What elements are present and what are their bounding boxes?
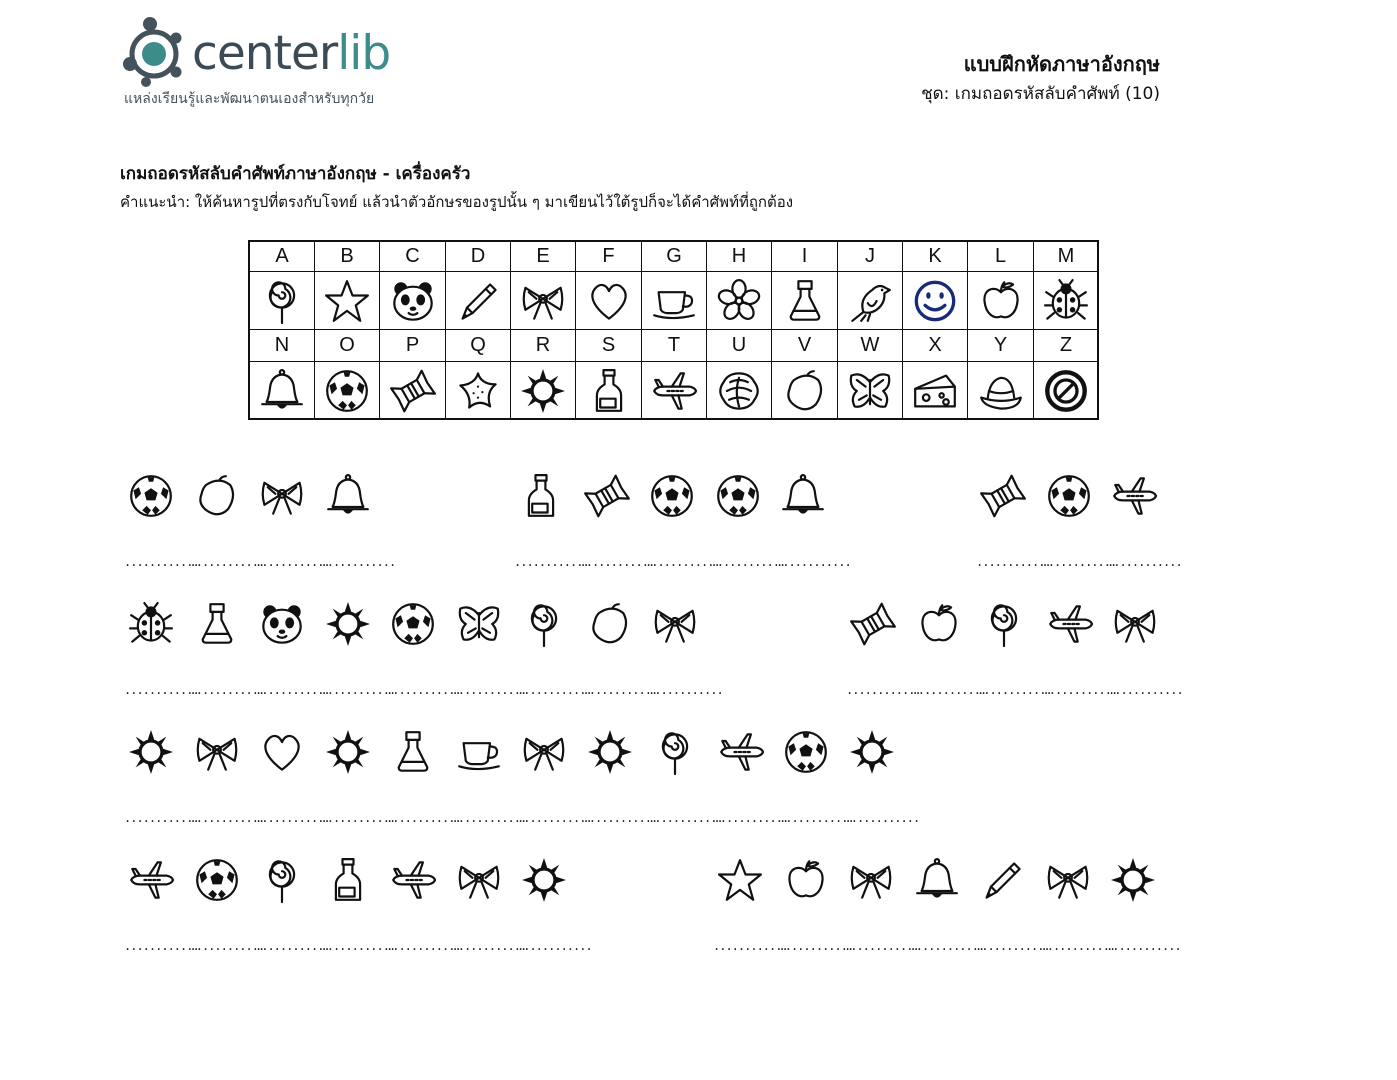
bow-icon bbox=[448, 850, 510, 910]
answer-blank[interactable]: ............ bbox=[1107, 555, 1182, 569]
answer-blank[interactable]: ............ bbox=[844, 939, 919, 953]
bow-icon bbox=[1037, 850, 1099, 910]
ladybug-icon bbox=[120, 594, 182, 654]
hat-icon bbox=[968, 362, 1034, 420]
key-letter-f bbox=[576, 242, 642, 272]
answer-blank[interactable]: ............ bbox=[255, 555, 330, 569]
answer-blank[interactable]: ............ bbox=[648, 811, 723, 825]
soccer-ball-icon bbox=[315, 362, 380, 420]
star-icon bbox=[709, 850, 771, 910]
butterfly-icon bbox=[838, 362, 903, 420]
airplane-icon bbox=[1039, 594, 1101, 654]
key-letter-label: S bbox=[601, 334, 616, 356]
key-letter-v bbox=[772, 330, 838, 362]
logo-molecule-icon bbox=[120, 16, 190, 88]
key-letter-h bbox=[707, 242, 772, 272]
smiley-icon bbox=[903, 272, 968, 330]
answer-blank[interactable]: ............ bbox=[713, 811, 789, 825]
apple-icon bbox=[908, 594, 970, 654]
apple-icon bbox=[968, 272, 1034, 330]
key-letter-j bbox=[838, 242, 903, 272]
cheese-icon bbox=[903, 362, 968, 420]
key-letter-label: T bbox=[667, 334, 681, 356]
worksheet-instruction: คำแนะนำ: ให้ค้นหารูปที่ตรงกับโจทย์ แล้วนำตัวอักษรของรูปนั้น ๆ มาเขียนไว้ใต้รูปก็จะได้คำศัพท์ที่ถูกต้อง bbox=[120, 193, 794, 211]
key-letter-label: O bbox=[339, 334, 355, 356]
cup-icon bbox=[448, 722, 510, 782]
sun-icon bbox=[317, 594, 379, 654]
worksheet-title: เกมถอดรหัสลับคำศัพท์ภาษาอังกฤษ - เครื่องครัว bbox=[120, 164, 471, 184]
answer-blank[interactable]: ............ bbox=[451, 939, 527, 953]
candy-icon bbox=[380, 362, 446, 420]
answer-blank[interactable]: ............ bbox=[645, 555, 720, 569]
sun-icon bbox=[317, 722, 379, 782]
bow-icon bbox=[1104, 594, 1166, 654]
key-letter-label: P bbox=[405, 334, 420, 356]
airplane-icon bbox=[1103, 466, 1165, 526]
sun-icon bbox=[511, 362, 576, 420]
answer-blank[interactable]: ............ bbox=[844, 811, 920, 825]
soccer-ball-icon bbox=[120, 466, 182, 526]
cabbage-icon bbox=[707, 362, 772, 420]
answer-blank[interactable]: ............ bbox=[451, 811, 527, 825]
pencil-icon bbox=[971, 850, 1033, 910]
logo-tagline: แหล่งเรียนรู้และพัฒนาตนเองสำหรับทุกวัย bbox=[124, 91, 375, 107]
key-letter-x bbox=[903, 330, 968, 362]
bow-icon bbox=[513, 722, 575, 782]
candy-icon bbox=[842, 594, 904, 654]
flask-icon bbox=[772, 272, 838, 330]
key-letter-label: J bbox=[865, 245, 875, 267]
bow-icon bbox=[251, 466, 313, 526]
answer-blank[interactable]: ............ bbox=[255, 939, 330, 953]
key-letter-label: D bbox=[470, 245, 486, 267]
lollipop-icon bbox=[250, 272, 315, 330]
pencil-icon bbox=[446, 272, 511, 330]
butterfly-icon bbox=[448, 594, 510, 654]
key-letter-m bbox=[1034, 242, 1099, 272]
lollipop-icon bbox=[251, 850, 313, 910]
answer-blank[interactable]: ............ bbox=[320, 683, 396, 697]
panda-icon bbox=[251, 594, 313, 654]
key-letter-k bbox=[903, 242, 968, 272]
key-letter-label: M bbox=[1057, 245, 1075, 267]
bottle-icon bbox=[317, 850, 379, 910]
answer-blank[interactable]: ............ bbox=[189, 939, 265, 953]
answer-blank[interactable]: ............ bbox=[124, 683, 199, 697]
sun-icon bbox=[120, 722, 182, 782]
answer-blank[interactable]: ............ bbox=[255, 811, 330, 825]
sun-icon bbox=[1102, 850, 1164, 910]
bell-icon bbox=[317, 466, 379, 526]
key-letter-label: C bbox=[405, 245, 420, 267]
key-letter-u bbox=[707, 330, 772, 362]
answer-blank[interactable]: ............ bbox=[582, 683, 658, 697]
mango-icon bbox=[772, 362, 838, 420]
bottle-icon bbox=[576, 362, 642, 420]
mango-icon bbox=[186, 466, 248, 526]
key-letter-y bbox=[968, 330, 1034, 362]
key-letter-g bbox=[642, 242, 707, 272]
star-icon bbox=[315, 272, 380, 330]
answer-blank[interactable]: ............ bbox=[517, 939, 592, 953]
key-letter-e bbox=[511, 242, 576, 272]
key-letter-label: Q bbox=[470, 334, 486, 356]
answer-blank[interactable]: ............ bbox=[1108, 683, 1183, 697]
airplane-icon bbox=[710, 722, 772, 782]
soccer-ball-icon bbox=[775, 722, 837, 782]
soccer-ball-icon bbox=[641, 466, 703, 526]
answer-blank[interactable]: ............ bbox=[255, 683, 330, 697]
logo-wordmark bbox=[192, 26, 391, 81]
bell-icon bbox=[772, 466, 834, 526]
starfish-icon bbox=[446, 362, 511, 420]
key-letter-label: N bbox=[274, 334, 290, 356]
key-letter-label: G bbox=[666, 245, 682, 267]
key-letter-label: K bbox=[928, 245, 942, 267]
bow-icon bbox=[186, 722, 248, 782]
answer-blank[interactable]: ............ bbox=[582, 811, 658, 825]
key-letter-label: E bbox=[536, 245, 550, 267]
answer-blank[interactable]: ............ bbox=[124, 939, 199, 953]
answer-blank[interactable]: ............ bbox=[977, 683, 1052, 697]
sun-icon bbox=[579, 722, 641, 782]
answer-blank[interactable]: ............ bbox=[1106, 939, 1181, 953]
answer-blank[interactable]: ............ bbox=[713, 939, 788, 953]
answer-blank[interactable]: ............ bbox=[909, 939, 985, 953]
sun-icon bbox=[841, 722, 903, 782]
answer-blank[interactable]: ............ bbox=[189, 811, 265, 825]
key-letter-i bbox=[772, 242, 838, 272]
key-letter-p bbox=[380, 330, 446, 362]
key-letter-b bbox=[315, 242, 380, 272]
series-label: ชุด: เกมถอดรหัสลับคำศัพท์ (10) bbox=[921, 84, 1160, 104]
key-letter-label: A bbox=[275, 245, 289, 267]
answer-blank[interactable]: ............ bbox=[778, 939, 854, 953]
key-letter-label: I bbox=[801, 245, 808, 267]
airplane-icon bbox=[382, 850, 444, 910]
answer-blank[interactable]: ............ bbox=[386, 811, 461, 825]
key-letter-label: F bbox=[602, 245, 615, 267]
panda-icon bbox=[380, 272, 446, 330]
key-letter-label: V bbox=[797, 334, 812, 356]
key-letter-label: H bbox=[731, 245, 747, 267]
answer-blank[interactable]: ............ bbox=[1040, 939, 1116, 953]
airplane-icon bbox=[642, 362, 707, 420]
bow-icon bbox=[840, 850, 902, 910]
key-letter-r bbox=[511, 330, 576, 362]
answer-blank[interactable]: ............ bbox=[386, 683, 461, 697]
answer-blank[interactable]: ............ bbox=[386, 939, 461, 953]
bird-icon bbox=[838, 272, 903, 330]
soccer-ball-icon bbox=[382, 594, 444, 654]
soccer-ball-icon bbox=[707, 466, 769, 526]
key-letter-c bbox=[380, 242, 446, 272]
lollipop-icon bbox=[644, 722, 706, 782]
key-letter-label: L bbox=[994, 245, 1007, 267]
bottle-icon bbox=[510, 466, 572, 526]
logo-word-center: center bbox=[192, 26, 338, 81]
cup-icon bbox=[642, 272, 707, 330]
key-letter-d bbox=[446, 242, 511, 272]
answer-blank[interactable]: ............ bbox=[517, 811, 592, 825]
bell-icon bbox=[906, 850, 968, 910]
key-letter-label: X bbox=[928, 334, 942, 356]
key-letter-q bbox=[446, 330, 511, 362]
heart-icon bbox=[576, 272, 642, 330]
key-letter-label: U bbox=[731, 334, 747, 356]
answer-blank[interactable]: ............ bbox=[189, 555, 265, 569]
key-letter-label: R bbox=[535, 334, 551, 356]
answer-blank[interactable]: ............ bbox=[320, 939, 396, 953]
answer-blank[interactable]: ............ bbox=[517, 683, 592, 697]
answer-blank[interactable]: ............ bbox=[124, 811, 199, 825]
candy-icon bbox=[972, 466, 1034, 526]
answer-blank[interactable]: ............ bbox=[911, 683, 987, 697]
answer-blank[interactable]: ............ bbox=[189, 683, 265, 697]
flask-icon bbox=[186, 594, 248, 654]
key-letter-a bbox=[250, 242, 315, 272]
answer-blank[interactable]: ............ bbox=[451, 683, 527, 697]
bow-icon bbox=[644, 594, 706, 654]
lollipop-icon bbox=[513, 594, 575, 654]
key-letter-label: W bbox=[860, 334, 880, 356]
logo bbox=[120, 14, 450, 114]
key-letter-t bbox=[642, 330, 707, 362]
soccer-ball-icon bbox=[1038, 466, 1100, 526]
sun-icon bbox=[513, 850, 575, 910]
answer-blank[interactable]: ............ bbox=[320, 555, 396, 569]
key-letter-label: Z bbox=[1059, 334, 1073, 356]
answer-blank[interactable]: ............ bbox=[648, 683, 723, 697]
candy-icon bbox=[576, 466, 638, 526]
cipher-key-table bbox=[248, 240, 1099, 420]
answer-blank[interactable]: ............ bbox=[320, 811, 396, 825]
apple-icon bbox=[775, 850, 837, 910]
key-letter-z bbox=[1034, 330, 1099, 362]
key-letter-l bbox=[968, 242, 1034, 272]
answer-blank[interactable]: ............ bbox=[710, 555, 786, 569]
answer-blank[interactable]: ............ bbox=[976, 555, 1051, 569]
bow-icon bbox=[511, 272, 576, 330]
answer-blank[interactable]: ............ bbox=[124, 555, 199, 569]
key-letter-label: Y bbox=[993, 334, 1008, 356]
lollipop-icon bbox=[973, 594, 1035, 654]
heart-icon bbox=[251, 722, 313, 782]
airplane-icon bbox=[120, 850, 182, 910]
answer-blank[interactable]: ............ bbox=[776, 555, 851, 569]
key-letter-s bbox=[576, 330, 642, 362]
answer-blank[interactable]: ............ bbox=[1042, 683, 1118, 697]
flask-icon bbox=[382, 722, 444, 782]
key-letter-o bbox=[315, 330, 380, 362]
key-letter-n bbox=[250, 330, 315, 362]
page-title: แบบฝึกหัดภาษาอังกฤษ bbox=[963, 52, 1160, 76]
mango-icon bbox=[579, 594, 641, 654]
flower-icon bbox=[707, 272, 772, 330]
key-letter-label: B bbox=[340, 245, 354, 267]
answer-blank[interactable]: ............ bbox=[975, 939, 1050, 953]
answer-blank[interactable]: ............ bbox=[579, 555, 655, 569]
answer-blank[interactable]: ............ bbox=[846, 683, 921, 697]
soccer-ball-icon bbox=[186, 850, 248, 910]
ladybug-icon bbox=[1034, 272, 1099, 330]
answer-blank[interactable]: ............ bbox=[1041, 555, 1117, 569]
bell-icon bbox=[250, 362, 315, 420]
answer-blank[interactable]: ............ bbox=[779, 811, 854, 825]
key-letter-w bbox=[838, 330, 903, 362]
prohibited-icon bbox=[1034, 362, 1099, 420]
logo-word-lib: lib bbox=[337, 26, 391, 81]
answer-blank[interactable]: ............ bbox=[514, 555, 589, 569]
